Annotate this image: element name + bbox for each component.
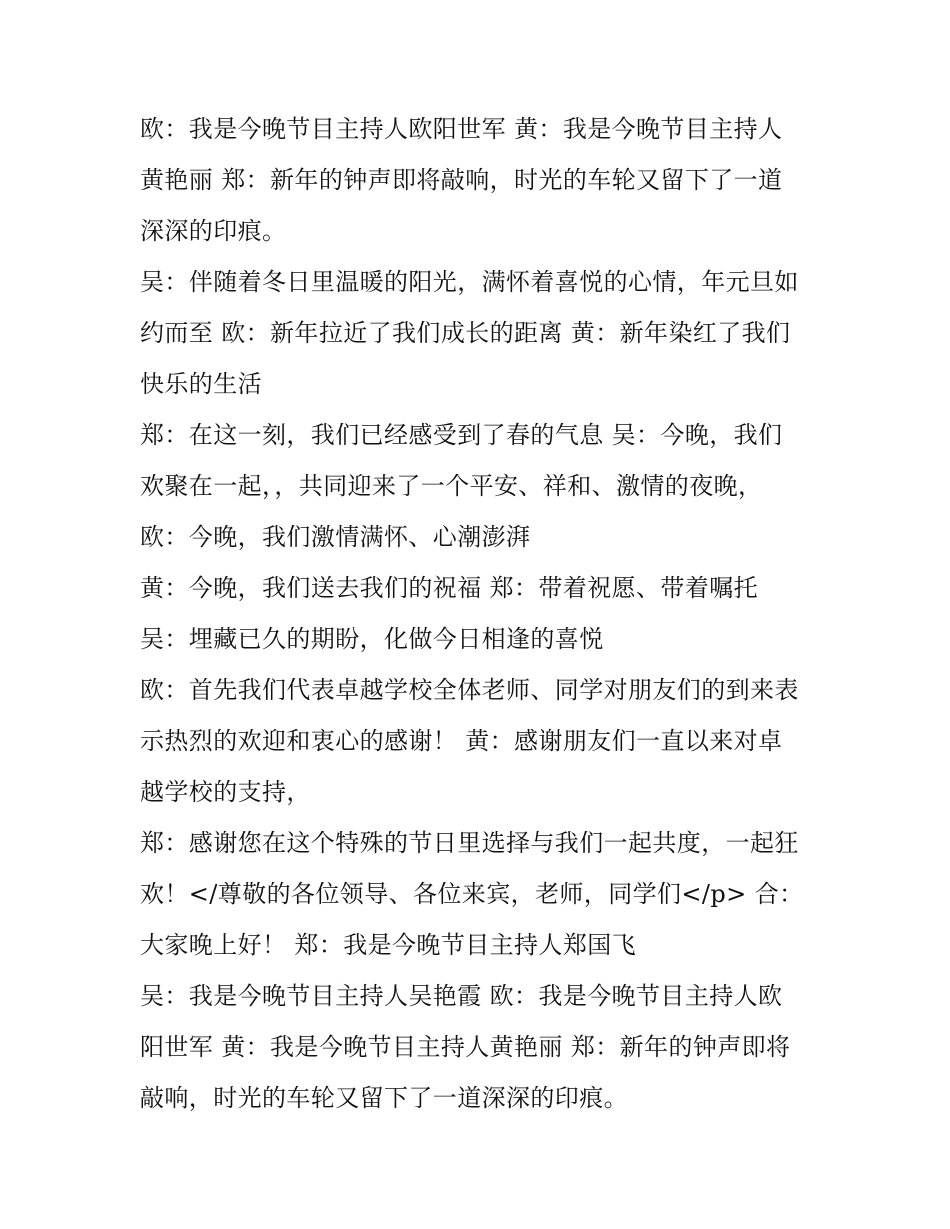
text-line-14: 越学校的支持， xyxy=(140,778,311,806)
text-line-20: 敲响，时光的车轮又留下了一道深深的印痕。 xyxy=(140,1084,628,1112)
text-line-10: 黄：今晚，我们送去我们的祝福 郑：带着祝愿、带着嘱托 xyxy=(140,574,759,602)
text-line-4: 吴：伴随着冬日里温暖的阳光，满怀着喜悦的心情，年元旦如 xyxy=(140,268,799,296)
text-line-18: 吴：我是今晚节目主持人吴艳霞 欧：我是今晚节目主持人欧 xyxy=(140,982,783,1010)
document-body xyxy=(140,104,820,1124)
text-line-7: 郑：在这一刻，我们已经感受到了春的气息 吴：今晚，我们 xyxy=(140,421,783,449)
text-line-13: 示热烈的欢迎和衷心的感谢！ 黄：感谢朋友们一直以来对卓 xyxy=(140,727,783,755)
text-line-12: 欧：首先我们代表卓越学校全体老师、同学对朋友们的到来表 xyxy=(140,676,799,704)
text-line-1: 欧：我是今晚节目主持人欧阳世军 黄：我是今晚节目主持人 xyxy=(140,115,783,143)
text-line-16: 欢！</尊敬的各位领导、各位来宾，老师，同学们</p> 合： xyxy=(140,880,804,908)
text-line-15: 郑：感谢您在这个特殊的节日里选择与我们一起共度，一起狂 xyxy=(140,829,799,857)
text-line-5: 约而至 欧：新年拉近了我们成长的距离 黄：新年染红了我们 xyxy=(140,319,791,347)
text-line-9: 欧：今晚，我们激情满怀、心潮澎湃 xyxy=(140,523,531,551)
text-line-6: 快乐的生活 xyxy=(140,370,262,398)
text-line-19: 阳世军 黄：我是今晚节目主持人黄艳丽 郑：新年的钟声即将 xyxy=(140,1033,791,1061)
text-line-3: 深深的印痕。 xyxy=(140,217,287,245)
text-line-11: 吴：埋藏已久的期盼，化做今日相逢的喜悦 xyxy=(140,625,604,653)
text-line-8: 欢聚在一起，，共同迎来了一个平安、祥和、激情的夜晚， xyxy=(140,472,763,500)
text-line-17: 大家晚上好！ 郑：我是今晚节目主持人郑国飞 xyxy=(140,931,637,959)
text-line-2: 黄艳丽 郑：新年的钟声即将敲响，时光的车轮又留下了一道 xyxy=(140,166,783,194)
